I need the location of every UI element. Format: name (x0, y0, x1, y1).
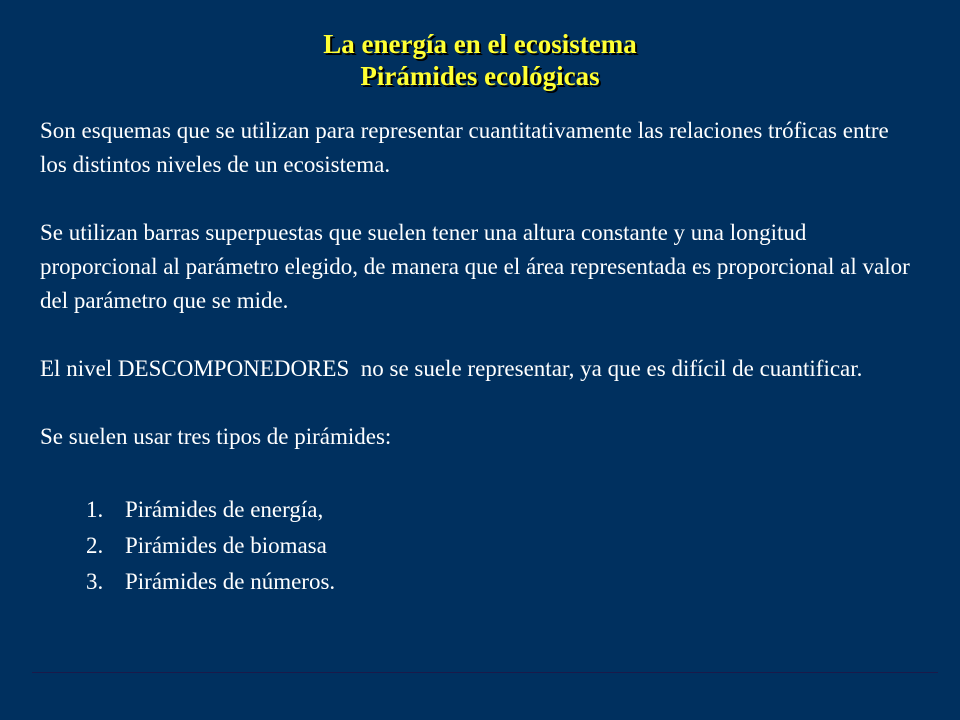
paragraph-bars: Se utilizan barras superpuestas que suelen tener una altura constante y una longitud proporcional al parámetro elegido, de manera que el área representada es proporcional al valor del parámetro que se mide. (40, 220, 910, 313)
paragraph-decomposers: El nivel DESCOMPONEDORES no se suele representar, ya que es difícil de cuantificar. (40, 356, 863, 381)
list-item (40, 564, 920, 600)
slide-title (0, 28, 960, 92)
paragraph-types-intro: Se suelen usar tres tipos de pirámides: (40, 424, 392, 449)
list-item-text: Pirámides de energía, (125, 497, 324, 522)
title-line-2: Pirámides ecológicas (360, 61, 600, 91)
paragraph-definition: Son esquemas que se utilizan para representar cuantitativamente las relaciones tróficas entre los distintos niveles de un ecosistema. (40, 118, 889, 177)
list-item-number: 2. (86, 533, 104, 558)
footer-divider (32, 672, 938, 673)
list-item (40, 492, 920, 528)
slide-body (40, 114, 920, 600)
title-line-1: La energía en el ecosistema (323, 29, 637, 59)
list-item-text: Pirámides de biomasa (125, 533, 327, 558)
list-item-text: Pirámides de números. (125, 569, 336, 594)
list-item-number: 3. (86, 569, 104, 594)
list-item-number: 1. (86, 497, 104, 522)
pyramid-types-list (40, 492, 920, 600)
list-item (40, 528, 920, 564)
